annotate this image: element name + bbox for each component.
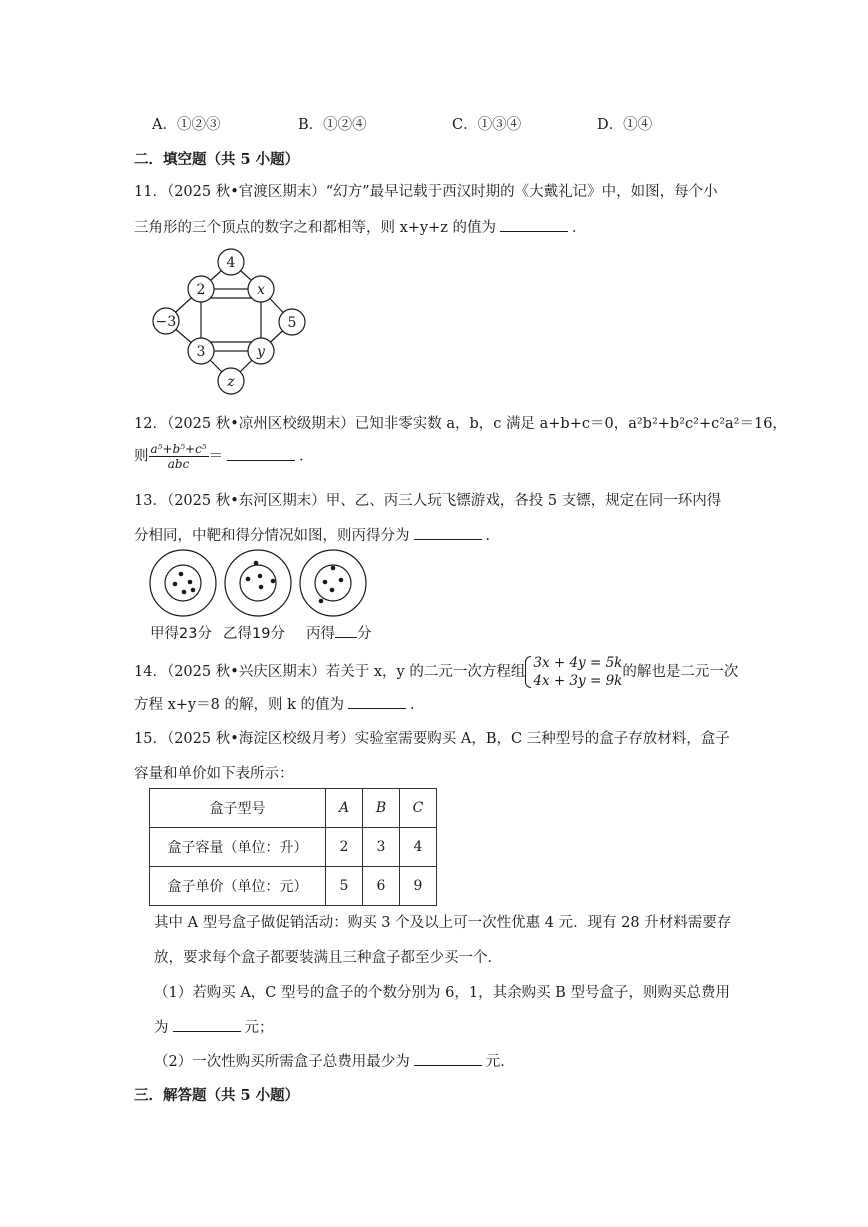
q15-sub2-answer-blank[interactable]: [414, 1051, 482, 1067]
q14-line1: 14．（2025 秋•兴庆区期末）若关于 x，y 的二元一次方程组 3x + 4y = 5k 4x + 3y = 9k 的解也是二元一次: [134, 655, 739, 689]
q13-line2: 分相同，中靶和得分情况如图，则丙得分为 ．: [134, 524, 500, 545]
dart-caption-b: 乙得19分: [223, 626, 285, 642]
q10-option-d: D．①④: [597, 117, 653, 133]
box-table: [149, 788, 437, 906]
q12-line2: 则 $\frac{\text{a⁵+b⁵+c⁵}}{\text{abc}}$ ＝ ．: [134, 442, 314, 471]
table-row: [150, 828, 437, 867]
section-3-heading: 三．解答题（共 5 小题）: [134, 1087, 300, 1104]
node-bottom-right: y: [257, 344, 265, 360]
q10-option-c: C．①③④: [452, 117, 522, 133]
q15-sub1-line1: （1）若购买 A，C 型号的盒子的个数分别为 6，1，其余购买 B 型号盒子，则购买总费用: [154, 985, 730, 1001]
table-cell: 9: [400, 867, 437, 906]
table-cell: 盒子容量（单位：升）: [150, 828, 326, 867]
q14-answer-blank[interactable]: [348, 694, 406, 710]
q15-sub2: （2）一次性购买所需盒子总费用最少为 元．: [154, 1050, 515, 1071]
table-cell: 4: [400, 828, 437, 867]
q12-line1: 12．（2025 秋•凉州区校级期末）已知非零实数 a，b，c 满足 a+b+c＝0，a²b²+b²c²+c²a²＝16，: [134, 416, 787, 432]
q15-line1: 15．（2025 秋•海淀区校级月考）实验室需要购买 A，B，C 三种型号的盒子存放材料，盒子: [134, 731, 730, 747]
table-row: [150, 867, 437, 906]
table-header-cell: B: [363, 789, 400, 828]
q13-line1: 13．（2025 秋•东河区期末）甲、乙、丙三人玩飞镖游戏，各投 5 支镖，规定在同一环内得: [134, 493, 722, 509]
q11-line2: 三角形的三个顶点的数字之和都相等，则 x+y+z 的值为 ．: [134, 216, 587, 237]
q14-equation-system: 3x + 4y = 5k 4x + 3y = 9k: [525, 654, 622, 690]
table-header-cell: 盒子型号: [150, 789, 326, 828]
q15-line4: 放，要求每个盒子都要装满且三种盒子都至少买一个．: [154, 950, 502, 966]
table-header-cell: C: [400, 789, 437, 828]
node-top: 4: [226, 255, 236, 271]
q14-line2: 方程 x+y＝8 的解，则 k 的值为 ．: [134, 693, 424, 714]
q13-answer-blank[interactable]: [414, 525, 482, 541]
q11-answer-blank[interactable]: [500, 217, 568, 233]
section-2-heading: 二．填空题（共 5 小题）: [134, 151, 300, 168]
q15-line2: 容量和单价如下表所示：: [134, 766, 294, 782]
q10-option-a: A．①②③: [152, 117, 221, 133]
node-top-left: 2: [196, 282, 206, 298]
node-top-right: x: [257, 282, 265, 298]
table-cell: 6: [363, 867, 400, 906]
q10-option-b: B．①②④: [298, 117, 367, 133]
q15-sub1-line2: 为 元；: [154, 1016, 274, 1037]
table-cell: 2: [326, 828, 363, 867]
q12-fraction: $\frac{\text{a⁵+b⁵+c⁵}}{\text{abc}}$: [150, 442, 207, 471]
table-cell: 3: [363, 828, 400, 867]
node-bottom-left: 3: [196, 344, 206, 360]
table-row: [150, 789, 437, 828]
table-cell: 5: [326, 867, 363, 906]
dart-caption-a: 甲得23分: [150, 626, 212, 642]
table-header-cell: A: [326, 789, 363, 828]
dart-caption-c: 丙得 分: [306, 622, 372, 643]
node-right: 5: [287, 315, 297, 331]
node-bottom: z: [227, 374, 235, 390]
q15-line3: 其中 A 型号盒子做促销活动：购买 3 个及以上可一次性优惠 4 元．现有 28 升材料需要存: [154, 915, 732, 931]
magic-square-diagram: [145, 246, 310, 398]
dartboards-figure: [148, 546, 378, 620]
q12-answer-blank[interactable]: [227, 445, 295, 461]
q15-sub1-answer-blank[interactable]: [173, 1017, 241, 1033]
node-left: −3: [155, 314, 177, 330]
q11-line1: 11．（2025 秋•官渡区期末）“幻方”最早记载于西汉时期的《大戴礼记》中，如图，每个小: [134, 184, 718, 200]
table-cell: 盒子单价（单位：元）: [150, 867, 326, 906]
